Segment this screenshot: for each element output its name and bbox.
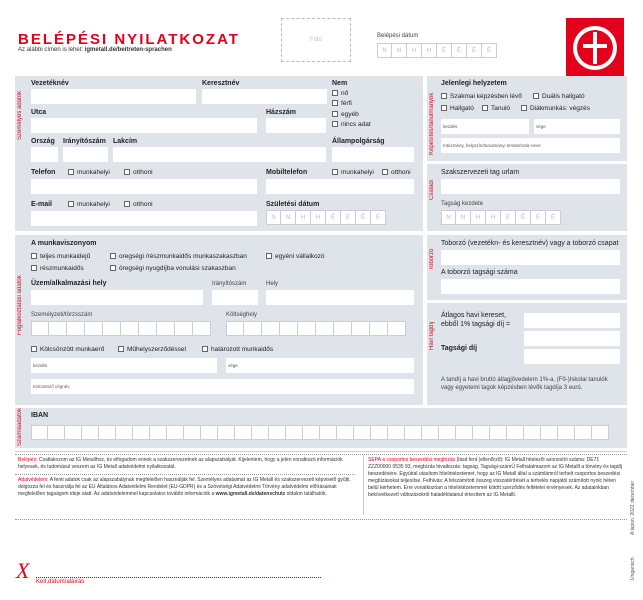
employment-option[interactable]: Műhelyszerződéssel (118, 346, 186, 353)
signature-mark: X (16, 558, 30, 583)
comb-cell[interactable] (456, 425, 473, 440)
form-title: BELÉPÉSI NYILATKOZAT (18, 31, 240, 48)
subtitle-link[interactable]: igmetall.de/beitreten-sprachen (84, 47, 172, 53)
comb-cell[interactable]: H (486, 210, 501, 225)
comb-cell[interactable]: N (441, 210, 456, 225)
comb-cell[interactable] (320, 425, 337, 440)
footer-divider (15, 519, 627, 520)
fee-input[interactable] (524, 349, 620, 364)
comb-cell[interactable]: É (467, 43, 482, 58)
comb-cell[interactable] (269, 425, 286, 440)
iban-field[interactable] (31, 425, 609, 440)
employment-from-input[interactable]: kezdés (31, 358, 217, 373)
comb-cell[interactable] (175, 321, 193, 336)
side-note-date: A lapon: 2022 december (630, 480, 636, 535)
comb-cell[interactable] (133, 425, 150, 440)
comb-cell[interactable]: É (326, 210, 341, 225)
comb-cell[interactable] (439, 425, 456, 440)
comb-cell[interactable]: É (546, 210, 561, 225)
comb-cell[interactable] (49, 321, 67, 336)
recruiter-number-label: A toborzó tagsági száma (441, 269, 518, 276)
birth-date-field[interactable] (266, 210, 386, 225)
recruiter-name-label: Toborzó (vezetékn- és keresztnév) vagy a toborzó csapat (441, 240, 619, 247)
institution-input[interactable]: Intézmény, helyszín/tanulmányi terület/szak neve (441, 138, 620, 153)
agency-input[interactable]: Kölcsönző cégnév (31, 379, 414, 394)
comb-cell[interactable] (405, 425, 422, 440)
comb-cell[interactable] (193, 321, 211, 336)
mobile-label: Mobiltelefon (266, 169, 308, 176)
comb-cell[interactable] (184, 425, 201, 440)
citizenship-input[interactable] (332, 147, 414, 162)
comb-cell[interactable]: N (377, 43, 392, 58)
fee-percent-input[interactable] (524, 331, 620, 346)
entry-date-label: Belépési dátum (377, 33, 419, 39)
email-work-checkbox[interactable]: munkahelyi (68, 201, 110, 208)
employment-to-input[interactable]: vége (226, 358, 414, 373)
comb-cell[interactable] (103, 321, 121, 336)
employment-option[interactable]: teljes munkaidejű (31, 253, 90, 260)
privacy-statement: Adatvédelem: A fenti adatok csak az alapszabálynak megfelelően használják fel. Személyes adataimat az IG Metall és szakszervezeti képviselő gyűjti, dolgozza fel és használja fel az EU Általános Adatvédelmi Rendelet (EU-GDPR) és a Szövetségi Adatvédelmi Törvény adatvédelmi előírásainak megfelelően tagságom ideje alatt. Az adatvédelemmel kapcsolatos további információk a www.igmetall.de/datenschutz oldalon találhatók. (18, 477, 351, 497)
status-option[interactable]: Tanuló (482, 105, 510, 112)
gender-option[interactable]: nő (332, 90, 348, 97)
comb-cell[interactable] (507, 425, 524, 440)
comb-cell[interactable] (31, 425, 48, 440)
comb-cell[interactable]: É (516, 210, 531, 225)
comb-cell[interactable] (244, 321, 262, 336)
employment-side-label: Foglalkoztatási adatok (17, 275, 23, 335)
form-subtitle: Az alábbi címen is lehet: igmetall.de/beitreten-sprachen (18, 47, 172, 53)
zip-label: Irányítószám (63, 138, 106, 145)
sepa-statement: SEPA-s csoportos beszedési megbízás (lásd fent (ellenőrző): IG Metall hitelezői azonosító száma: DE71 ZZZ00000 0535 93, megbízás hivatkozás: tagság. Tagsági-számÜ Felhatalmazom az IG Metallt a törvény és tagdíj beszedésére. Egyúttal utasítom hitelintézetemet, hogy az IG Metall által a számlámról terhelt csoportos beszedési megbízásokat teljesítse. Felhívás: A felszámított összeg visszatérítését a terhelés napjától számított nyolc héten belül kérhetem. Erre vonatkozóan a hitelintézetemmel kötött szerződés feltételei érvényesek. Az adatainkban bekövetkezett változásokról haladéktalanul értesítem az IG Metallt. (368, 457, 623, 498)
comb-cell[interactable]: É (356, 210, 371, 225)
comb-cell[interactable] (354, 425, 371, 440)
gender-option[interactable]: nincs adat (332, 121, 371, 128)
comb-cell[interactable] (201, 425, 218, 440)
comb-cell[interactable] (286, 425, 303, 440)
comb-cell[interactable] (85, 321, 103, 336)
comb-cell[interactable]: N (281, 210, 296, 225)
photo-placeholder: Fotó (281, 18, 351, 62)
employment-option[interactable]: határozott munkaidős (202, 346, 273, 353)
comb-cell[interactable]: É (452, 43, 467, 58)
mobile-input[interactable] (266, 179, 414, 194)
employment-title: A munkaviszonyom (31, 240, 97, 247)
family-side-label: Családi (429, 179, 435, 200)
igm-logo (566, 18, 624, 78)
city-label: Lakcím (113, 138, 138, 145)
status-to-input[interactable]: vége (534, 119, 620, 134)
signature-label: Kelt,dátum/aláírás (36, 579, 85, 585)
igm-logo-icon (566, 18, 624, 78)
entry-statement: Belépés: Csatlakozom az IG Metallhoz, és elfogadom ennek a szakszervezetnek az alapszabályát. Kijelentem, hogy a jelen vonatkozó információk helyesek, és tudomásul veszem az IG Metall adatvédelmi nyilatkozatát. (18, 457, 343, 470)
comb-cell[interactable]: N (456, 210, 471, 225)
email-label: E-mail (31, 201, 53, 208)
street-label: Utca (31, 109, 47, 116)
cost-center-label: Költséghely (226, 312, 258, 318)
mobile-work-checkbox[interactable]: munkahelyi (332, 169, 374, 176)
comb-cell[interactable] (65, 425, 82, 440)
workplace-input[interactable] (31, 290, 203, 305)
comb-cell[interactable]: É (501, 210, 516, 225)
family-member-label: Szakszervezeti tag urlam (441, 169, 520, 176)
work-zip-label: Irányítószám (212, 281, 247, 287)
work-city-label: Hely (266, 281, 279, 287)
comb-cell[interactable] (280, 321, 298, 336)
birth-date-label: Születési dátum (266, 201, 320, 208)
comb-cell[interactable]: H (296, 210, 311, 225)
footer-divider (15, 454, 627, 455)
gender-option[interactable]: férfi (332, 100, 352, 107)
comb-cell[interactable] (558, 425, 575, 440)
status-from-input[interactable]: kezdés (441, 119, 529, 134)
gross-label: Átlagos havi kereset, ebből 1% tagsági díj = (441, 312, 511, 328)
side-note-lang: Ungarisch (630, 557, 636, 580)
comb-cell[interactable]: N (266, 210, 281, 225)
comb-cell[interactable] (235, 425, 252, 440)
country-label: Ország (31, 138, 55, 145)
fee-note: A tandíj a havi bruttó átlagjövedelem 1%-a. (Fő-)Iskolai tanulók vagy egyetemi tagok képzésben lévők tagdíja 3 euró. (441, 377, 608, 391)
comb-cell[interactable]: H (407, 43, 422, 58)
country-input[interactable] (31, 147, 58, 162)
comb-cell[interactable] (116, 425, 133, 440)
comb-cell[interactable] (262, 321, 280, 336)
family-since-field[interactable] (441, 210, 561, 225)
comb-cell[interactable] (334, 321, 352, 336)
status-option[interactable]: Duális hallgató (533, 93, 585, 100)
workplace-label: Üzem/alkalmazási hely (31, 280, 107, 287)
recruiter-number-input[interactable] (441, 279, 620, 294)
status-side-label: Képesítés/tanulmányok (429, 92, 435, 155)
comb-cell[interactable] (371, 425, 388, 440)
comb-cell[interactable] (592, 425, 609, 440)
staff-no-field[interactable] (31, 321, 211, 336)
house-number-input[interactable] (266, 118, 326, 133)
footer-divider (15, 451, 627, 452)
phone-work-checkbox[interactable]: munkahelyi (68, 169, 110, 176)
status-option[interactable]: Diákmunkás: végzés (521, 105, 590, 112)
citizenship-label: Állampolgárság (332, 138, 385, 145)
phone-input[interactable] (31, 179, 257, 194)
comb-cell[interactable] (226, 321, 244, 336)
comb-cell[interactable] (31, 321, 49, 336)
comb-cell[interactable] (99, 425, 116, 440)
comb-cell[interactable]: É (341, 210, 356, 225)
phone-label: Telefon (31, 169, 56, 176)
gender-option[interactable]: egyéb (332, 111, 359, 118)
last-name-input[interactable] (31, 89, 196, 104)
work-zip-input[interactable] (212, 290, 258, 305)
footer-divider (15, 474, 355, 475)
comb-cell[interactable] (121, 321, 139, 336)
mobile-home-checkbox[interactable]: otthoni (382, 169, 411, 176)
staff-no-label: Személyzeti/törzsszám (31, 312, 93, 318)
phone-home-checkbox[interactable]: otthoni (124, 169, 153, 176)
signature-line[interactable] (36, 577, 321, 578)
city-input[interactable] (113, 147, 326, 162)
employment-option[interactable]: Kölcsönzött munkaerő (31, 346, 104, 353)
comb-cell[interactable] (298, 321, 316, 336)
street-input[interactable] (31, 118, 257, 133)
gross-input[interactable] (524, 313, 620, 328)
comb-cell[interactable]: H (422, 43, 437, 58)
status-title: Jelenlegi helyzetem (441, 80, 507, 87)
fee-side-label: Havi tagdíj (429, 321, 435, 350)
comb-cell[interactable]: É (482, 43, 497, 58)
comb-cell[interactable] (541, 425, 558, 440)
comb-cell[interactable] (388, 321, 406, 336)
comb-cell[interactable]: H (311, 210, 326, 225)
recruiter-side-label: Toborzó (429, 248, 435, 270)
gender-label: Nem (332, 80, 348, 87)
family-since-label: Tagság kezdete (441, 201, 484, 207)
employment-option[interactable]: egyéni vállalkozó (266, 253, 325, 260)
family-member-input[interactable] (441, 179, 620, 194)
comb-cell[interactable] (337, 425, 354, 440)
personal-side-label: Személyes adatok (17, 90, 23, 140)
comb-cell[interactable] (422, 425, 439, 440)
comb-cell[interactable] (150, 425, 167, 440)
iban-label: IBAN (31, 412, 49, 419)
comb-cell[interactable] (67, 321, 85, 336)
zip-input[interactable] (63, 147, 108, 162)
comb-cell[interactable] (82, 425, 99, 440)
employment-option[interactable]: öregségi nyugdíjba vonulási szakaszban (110, 265, 236, 272)
employment-option[interactable]: részmunkaidős (31, 265, 84, 272)
comb-cell[interactable] (352, 321, 370, 336)
comb-cell[interactable]: N (392, 43, 407, 58)
comb-cell[interactable]: É (531, 210, 546, 225)
comb-cell[interactable] (139, 321, 157, 336)
status-option[interactable]: Szakmai képzésben lévő (441, 93, 522, 100)
comb-cell[interactable] (48, 425, 65, 440)
comb-cell[interactable] (370, 321, 388, 336)
privacy-link[interactable]: www.igmetall.de/datenschutz (215, 491, 286, 497)
comb-cell[interactable] (388, 425, 405, 440)
comb-cell[interactable] (157, 321, 175, 336)
employment-option[interactable]: oregségi /részmunkaidős munkaszakaszban (110, 253, 247, 260)
entry-date-field[interactable] (377, 43, 497, 58)
comb-cell[interactable] (316, 321, 334, 336)
comb-cell[interactable] (524, 425, 541, 440)
cost-center-field[interactable] (226, 321, 406, 336)
work-city-input[interactable] (266, 290, 414, 305)
comb-cell[interactable] (218, 425, 235, 440)
comb-cell[interactable]: H (471, 210, 486, 225)
first-name-label: Keresztnév (202, 80, 240, 87)
email-home-checkbox[interactable]: otthoni (124, 201, 153, 208)
comb-cell[interactable]: É (437, 43, 452, 58)
comb-cell[interactable] (252, 425, 269, 440)
comb-cell[interactable] (490, 425, 507, 440)
last-name-label: Vezetéknév (31, 80, 69, 87)
comb-cell[interactable]: É (371, 210, 386, 225)
email-input[interactable] (31, 211, 257, 226)
footer-vdivider (363, 455, 364, 515)
first-name-input[interactable] (202, 89, 327, 104)
comb-cell[interactable] (303, 425, 320, 440)
recruiter-name-input[interactable] (441, 250, 620, 265)
comb-cell[interactable] (167, 425, 184, 440)
house-number-label: Házszám (266, 109, 296, 116)
status-option[interactable]: Hallgató (441, 105, 474, 112)
comb-cell[interactable] (575, 425, 592, 440)
iban-side-label: Számlaadatok (17, 407, 23, 446)
comb-cell[interactable] (473, 425, 490, 440)
fee-label: Tagsági díj (441, 345, 478, 352)
